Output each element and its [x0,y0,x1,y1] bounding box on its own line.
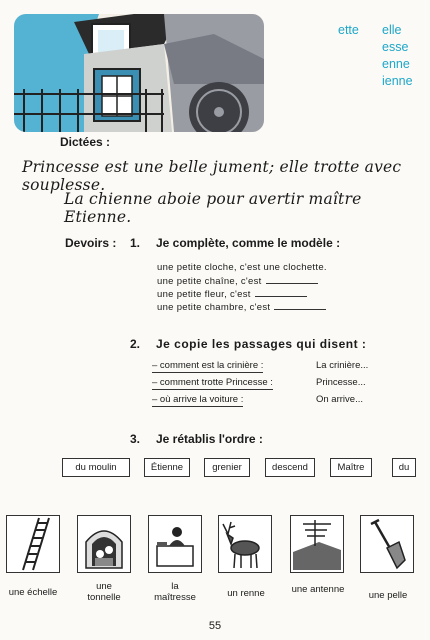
word-card[interactable]: du [392,458,416,477]
word-card[interactable]: descend [265,458,315,477]
ladder-icon [6,515,60,573]
ex1-line [157,301,326,313]
picture-caption: une pelle [368,590,408,601]
suffix: elle [382,23,402,37]
picture-caption: une échelle [8,587,58,598]
ex1-line [157,288,307,300]
ex1-number: 1. [130,236,141,250]
ex2-number: 2. [130,337,141,351]
ex2-title: Je copie les passages qui disent : [156,337,367,351]
answer-blank[interactable] [266,275,318,284]
picture-caption: un renne [227,588,265,599]
ex1-title: Je complète, comme le modèle : [156,236,341,250]
ex1-line [157,275,318,287]
house-illustration [14,14,264,132]
devoirs-label: Devoirs : [65,236,117,250]
reindeer-icon [218,515,272,573]
ex2-answer-start: La crinière... [316,360,369,371]
ex3-number: 3. [130,432,141,446]
ex3-title: Je rétablis l'ordre : [156,432,263,446]
ex2-question: – comment trotte Princesse : [152,377,273,388]
antenna-icon [290,515,344,573]
shovel-icon [360,515,414,573]
ex2-answer-start: Princesse... [316,377,366,388]
barrel-icon [77,515,131,573]
dictee-line-2: La chienne aboie pour avertir maître Etienne. [64,190,362,226]
word-card[interactable]: grenier [204,458,250,477]
picture-caption: une tonnelle [87,581,121,603]
word-card[interactable]: Maître [330,458,372,477]
picture-caption: la maîtresse [154,581,196,603]
ex1-line-text: une petite chambre, c'est [157,302,271,313]
ex1-line-text: une petite chaîne, c'est [157,276,262,287]
dictee-line-1: Princesse est une belle jument; elle trotte avec souplesse. [22,158,402,194]
answer-blank[interactable] [255,288,307,297]
ex2-question: – comment est la crinière : [152,360,264,371]
ex1-line: une petite cloche, c'est une clochette. [157,262,327,273]
page-number: 55 [208,620,222,632]
suffix: enne [382,57,410,71]
ex2-question: – où arrive la voiture : [152,394,244,405]
suffix: esse [382,40,409,54]
word-card[interactable]: du moulin [62,458,130,477]
picture-caption: une antenne [291,584,345,595]
teacher-icon [148,515,202,573]
dictees-title: Dictées : [60,135,111,149]
suffix: ienne [382,74,413,88]
word-card[interactable]: Étienne [144,458,190,477]
ex1-line-text: une petite fleur, c'est [157,289,251,300]
answer-blank[interactable] [274,301,326,310]
ex2-answer-start: On arrive... [316,394,363,405]
suffix: ette [338,23,359,37]
